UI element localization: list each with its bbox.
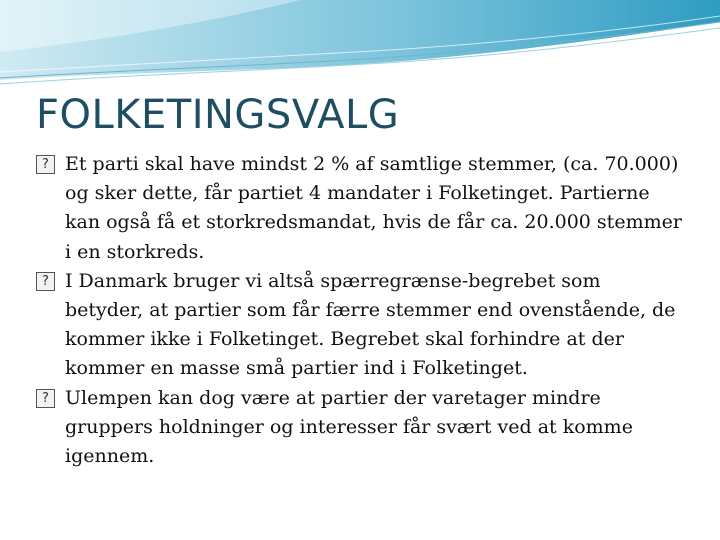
missing-glyph-icon: ?: [36, 155, 55, 174]
bullet-text: Ulempen kan dog være at partier der varetager mindre gruppers holdninger og interesser får svært ved at komme igennem.: [65, 386, 633, 468]
slide-title: FOLKETINGSVALG: [36, 92, 400, 138]
missing-glyph-icon: ?: [36, 389, 55, 408]
bullet-item: [36, 384, 682, 472]
bullet-item: [36, 150, 682, 267]
missing-glyph-icon: ?: [36, 272, 55, 291]
bullet-list: [36, 150, 682, 471]
bullet-item: [36, 267, 682, 384]
header-wave-decoration: [0, 0, 720, 90]
bullet-text: I Danmark bruger vi altså spærregrænse-begrebet som betyder, at partier som får færre stemmer end ovenstående, de kommer ikke i Folketinget. Begrebet skal forhindre at der kommer en masse små partier ind i Folketinget.: [65, 269, 676, 380]
bullet-text: Et parti skal have mindst 2 % af samtlige stemmer, (ca. 70.000) og sker dette, får partiet 4 mandater i Folketinget. Partierne kan også få et storkredsmandat, hvis de får ca. 20.000 stemmer i en storkreds.: [65, 153, 682, 263]
